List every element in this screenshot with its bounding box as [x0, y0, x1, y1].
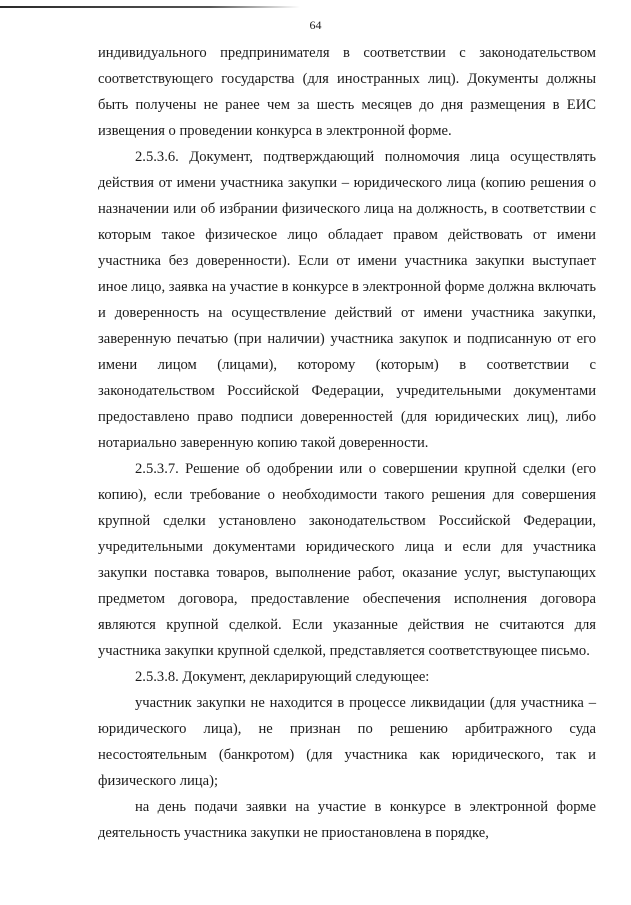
- paragraph-declaration-liquidation: участник закупки не находится в процессе ликвидации (для участника – юридического лица), не признан по решению арбитражного суда несостоятельным (банкротом) (для участника как юридического, так и физического лица);: [98, 695, 596, 789]
- paragraph-declaration-suspension: на день подачи заявки на участие в конкурсе в электронной форме деятельность участника закупки не приостановлена в порядке,: [98, 799, 596, 841]
- document-body: [98, 40, 596, 846]
- paragraph-2-5-3-7: 2.5.3.7. Решение об одобрении или о совершении крупной сделки (его копию), если требование о необходимости такого решения для совершения крупной сделки установлено законодательством Российской Федерации, учредительными документами юридического лица и если для участника закупки поставка товаров, выполнение работ, оказание услуг, выступающих предметом договора, предоставление обеспечения исполнения договора являются крупной сделкой. Если указанные действия не считаются для участника закупки крупной сделкой, представляется соответствующее письмо.: [98, 461, 596, 659]
- paragraph-continuation: индивидуального предпринимателя в соответствии с законодательством соответствующего государства (для иностранных лиц). Документы должны быть получены не ранее чем за шесть месяцев до дня размещения в ЕИС извещения о проведении конкурса в электронной форме.: [98, 45, 596, 139]
- scan-edge-line: [0, 6, 300, 8]
- paragraph-2-5-3-8: 2.5.3.8. Документ, декларирующий следующее:: [135, 669, 430, 685]
- paragraph-2-5-3-6: 2.5.3.6. Документ, подтверждающий полномочия лица осуществлять действия от имени участника закупки – юридического лица (копию решения о назначении или об избрании физического лица на должность, в соответствии с которым такое физическое лицо обладает правом действовать от имени участника без доверенности). Если от имени участника закупки выступает иное лицо, заявка на участие в конкурсе в электронной форме должна включать и доверенность на осуществление действий от имени участника закупки, заверенную печатью (при наличии) участника закупок и подписанную от его имени лицом (лицами), которому (которым) в соответствии с законодательством Российской Федерации, учредительными документами предоставлено право подписи доверенностей (для юридических лиц), либо нотариально заверенную копию такой доверенности.: [98, 149, 596, 451]
- page-number: 64: [309, 18, 322, 32]
